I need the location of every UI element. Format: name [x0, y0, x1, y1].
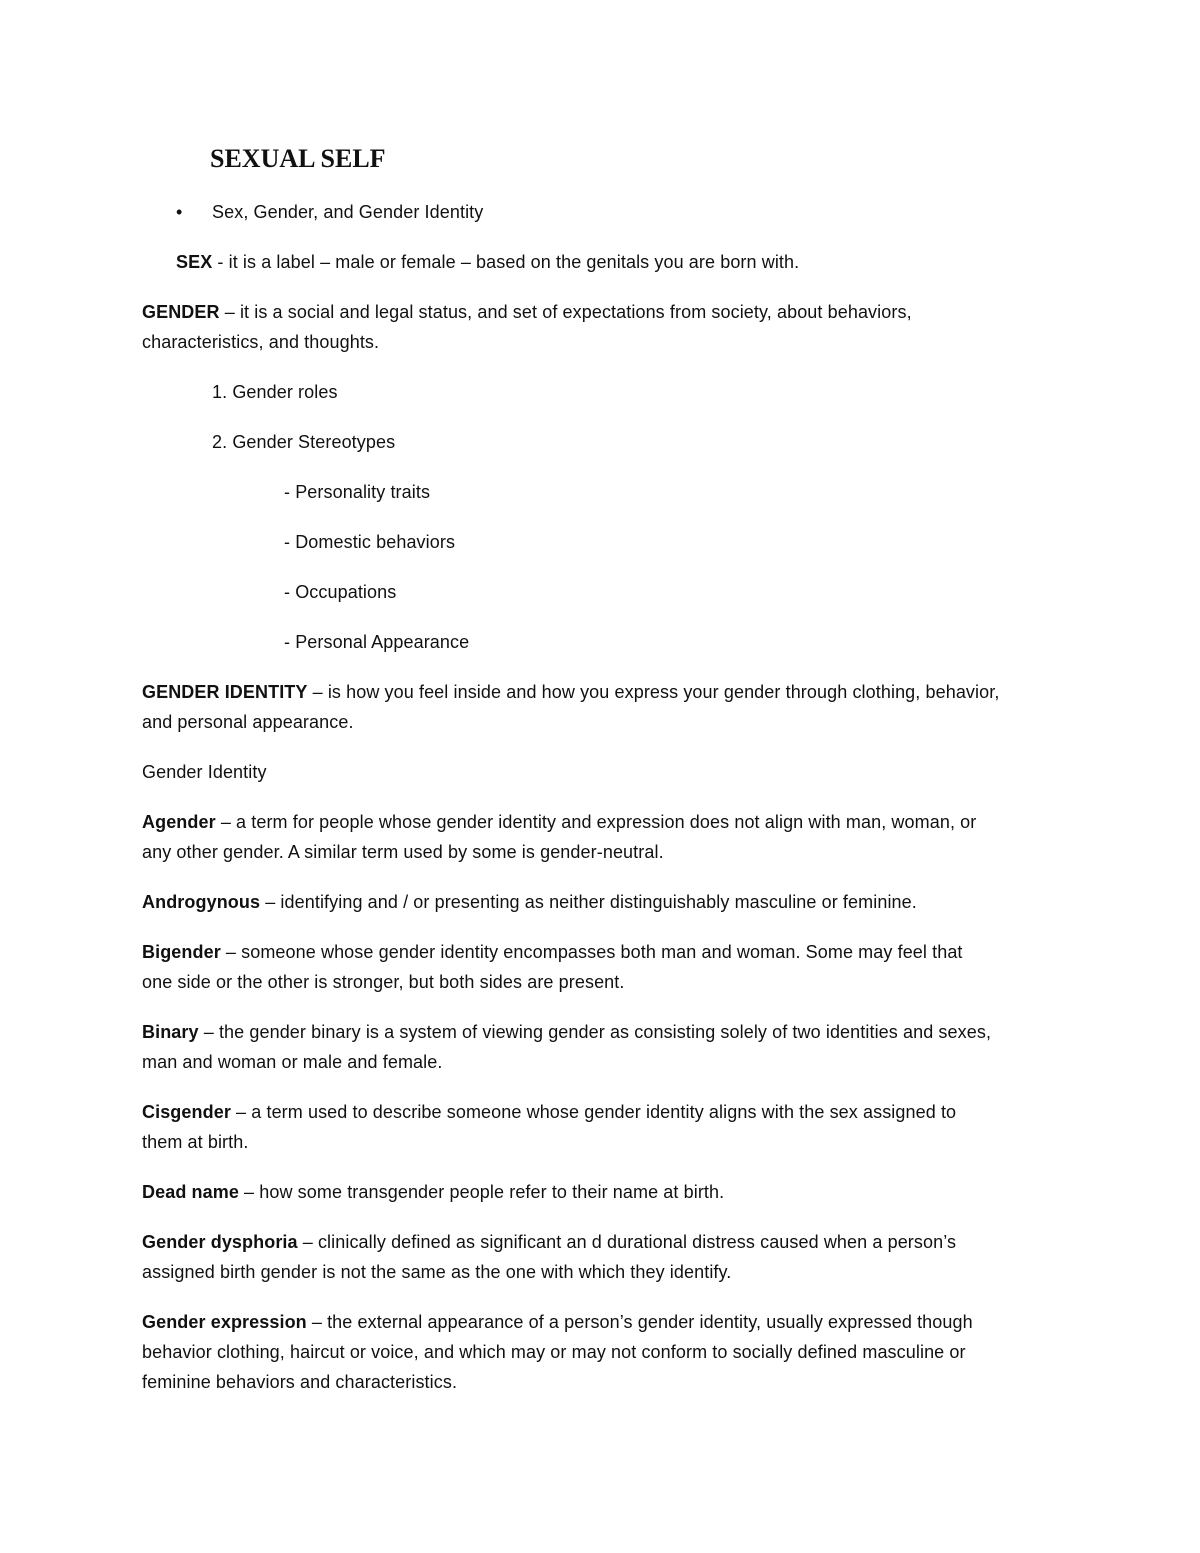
gender-definition-cont: characteristics, and thoughts.: [142, 332, 380, 352]
numbered-item: 2. Gender Stereotypes: [212, 432, 396, 452]
gender-identity-definition-cont: and personal appearance.: [142, 712, 354, 732]
definition-androgynous: [142, 887, 917, 917]
sex-definition: [176, 247, 799, 277]
definition-binary: [142, 1017, 991, 1047]
page-title: SEXUAL SELF: [210, 144, 386, 173]
definition-text-cont: feminine behaviors and characteristics.: [142, 1372, 458, 1392]
definition-text: – the gender binary is a system of viewing gender as consisting solely of two identities and sexes,: [198, 1022, 992, 1042]
definition-term: Cisgender: [142, 1102, 231, 1122]
gender-identity-term: GENDER IDENTITY: [142, 682, 308, 702]
gender-identity-text: – is how you feel inside and how you express your gender through clothing, behavior,: [307, 682, 1000, 702]
definition-text: – a term for people whose gender identity and expression does not align with man, woman, or: [215, 812, 977, 832]
definition-agender: [142, 807, 976, 837]
sex-text: - it is a label – male or female – based on the genitals you are born with.: [212, 252, 800, 272]
definition-text: – how some transgender people refer to their name at birth.: [238, 1182, 725, 1202]
gender-term: GENDER: [142, 302, 220, 322]
definition-term: Gender dysphoria: [142, 1232, 298, 1252]
definition-term: Dead name: [142, 1182, 239, 1202]
stereotype-item: - Occupations: [284, 582, 397, 602]
numbered-item: 1. Gender roles: [212, 382, 338, 402]
definition-cisgender: [142, 1097, 956, 1127]
stereotype-item: - Personal Appearance: [284, 632, 470, 652]
definition-text: – the external appearance of a person’s gender identity, usually expressed though: [306, 1312, 973, 1332]
gender-identity-definition: [142, 677, 999, 707]
bullet-item: Sex, Gender, and Gender Identity: [212, 202, 484, 222]
stereotype-item: - Personality traits: [284, 482, 431, 502]
definition-term: Androgynous: [142, 892, 261, 912]
gender-definition: [142, 297, 912, 327]
definition-bigender: [142, 937, 963, 967]
definition-text-cont: one side or the other is stronger, but both sides are present.: [142, 972, 625, 992]
definition-text-cont: man and woman or male and female.: [142, 1052, 443, 1072]
definition-term: Gender expression: [142, 1312, 307, 1332]
definition-term: Bigender: [142, 942, 221, 962]
definition-text-cont: any other gender. A similar term used by some is gender-neutral.: [142, 842, 664, 862]
sex-term: SEX: [176, 252, 213, 272]
definition-text-cont: assigned birth gender is not the same as the one with which they identify.: [142, 1262, 732, 1282]
definition-dead-name: [142, 1177, 724, 1207]
definition-text: – clinically defined as significant an d durational distress caused when a person’s: [297, 1232, 957, 1252]
subheading: Gender Identity: [142, 762, 267, 782]
definition-text: – a term used to describe someone whose gender identity aligns with the sex assigned to: [230, 1102, 957, 1122]
definition-gender-dysphoria: [142, 1227, 956, 1257]
bullet-icon: •: [176, 202, 183, 222]
definition-text: – identifying and / or presenting as neither distinguishably masculine or feminine.: [260, 892, 917, 912]
definition-term: Agender: [142, 812, 216, 832]
gender-text: – it is a social and legal status, and set of expectations from society, about behaviors,: [219, 302, 912, 322]
stereotype-item: - Domestic behaviors: [284, 532, 456, 552]
definition-text: – someone whose gender identity encompasses both man and woman. Some may feel that: [220, 942, 963, 962]
definition-gender-expression: [142, 1307, 973, 1337]
definition-text-cont: behavior clothing, haircut or voice, and which may or may not conform to socially defined masculine or: [142, 1342, 966, 1362]
definition-term: Binary: [142, 1022, 199, 1042]
definition-text-cont: them at birth.: [142, 1132, 249, 1152]
